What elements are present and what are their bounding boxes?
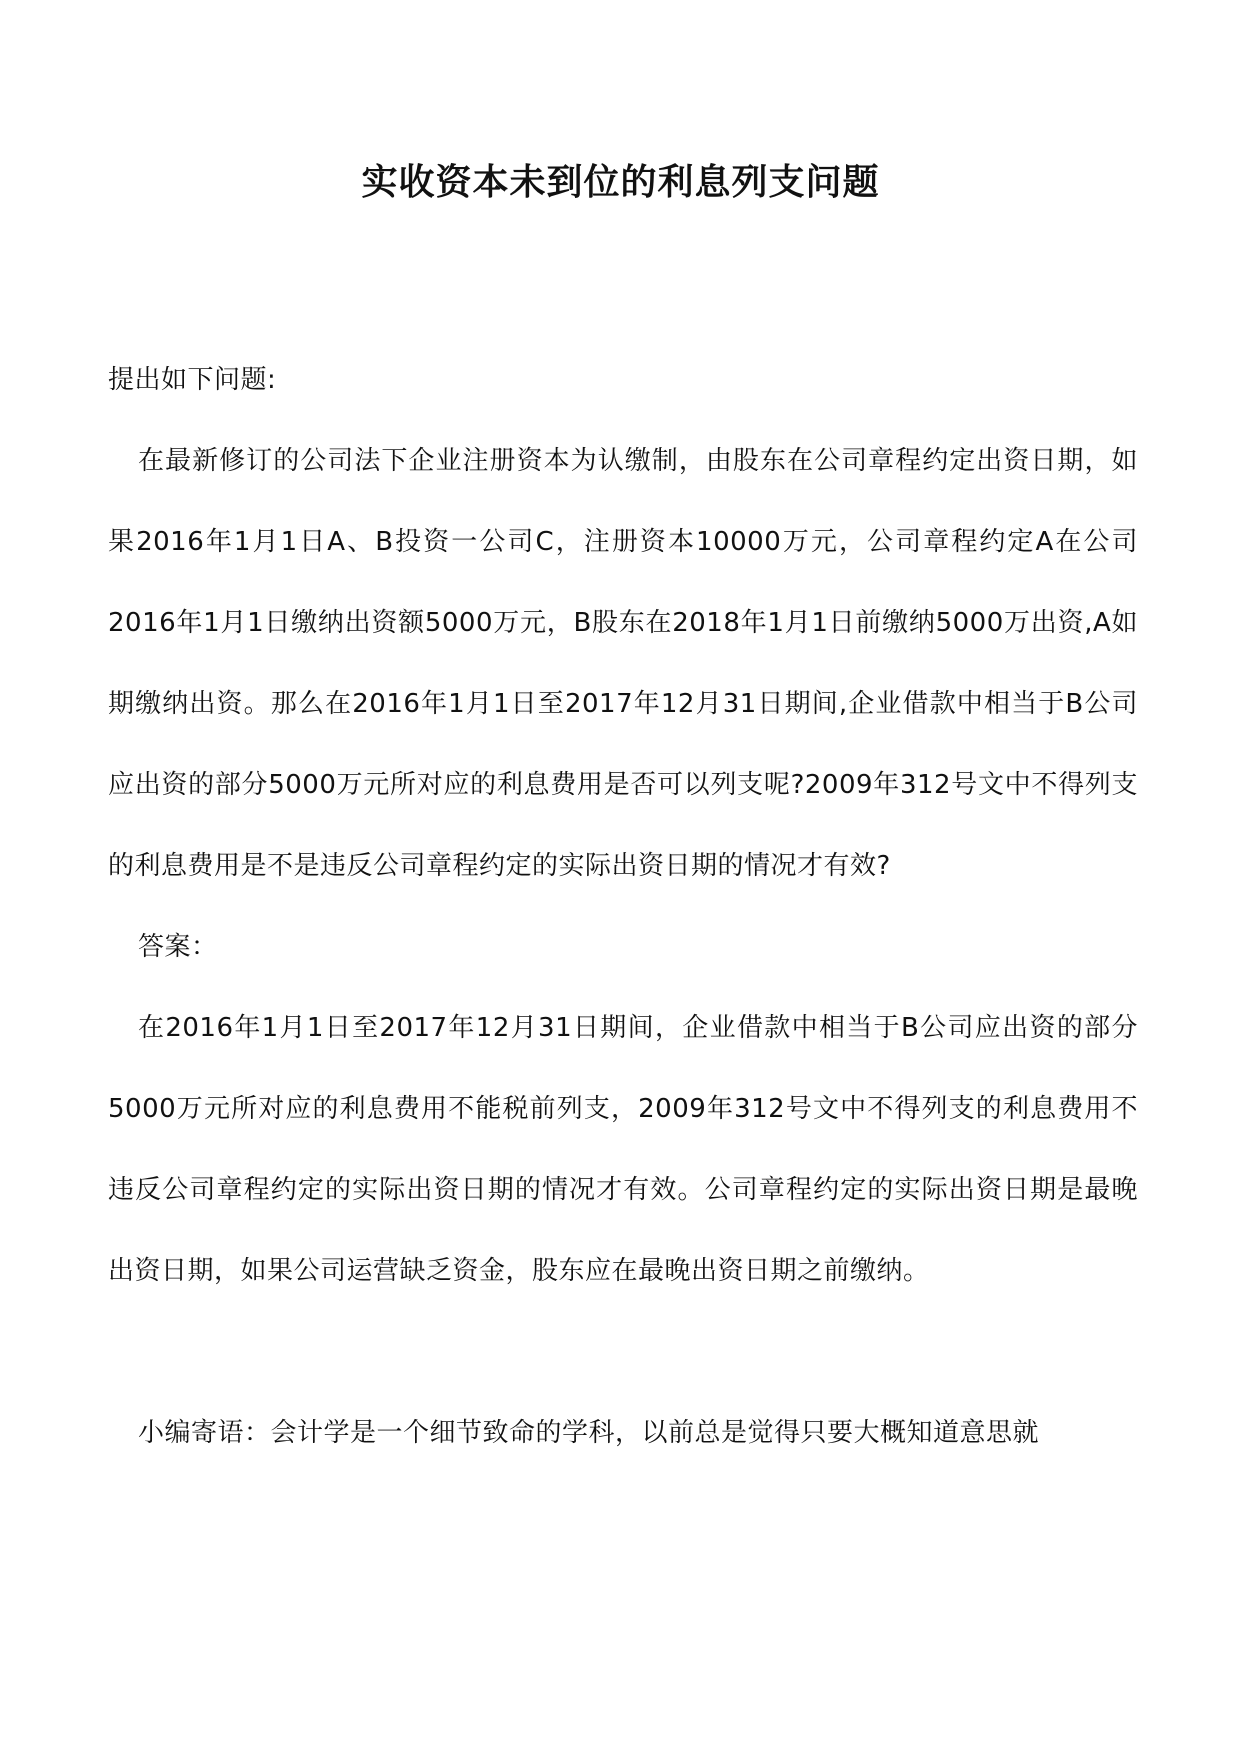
page-title: 实收资本未到位的利息列支问题	[361, 161, 880, 203]
answer-label: 答案：	[138, 932, 218, 962]
question-intro: 提出如下问题:	[108, 365, 277, 395]
answer-paragraph: 在2016年1月1日至2017年12月31日期间，企业借款中相当于B公司应出资的部分5000万元所对应的利息费用不能税前列支，2009年312号文中不得列支的利息费用不违反公司章程约定的实际出资日期的情况才有效。公司章程约定的实际出资日期是最晚出资日期，如果公司运营缺乏资金，股东应在最晚出资日期之前缴纳。	[108, 1013, 1138, 1286]
editor-note: 小编寄语：会计学是一个细节致命的学科，以前总是觉得只要大概知道意思就	[138, 1418, 1040, 1448]
paragraph-gap	[108, 1312, 1138, 1393]
question-paragraph: 在最新修订的公司法下企业注册资本为认缴制，由股东在公司章程约定出资日期，如果2016年1月1日A、B投资一公司C，注册资本10000万元，公司章程约定A在公司2016年1月1日缴纳出资额5000万元，B股东在2018年1月1日前缴纳5000万出资,A如期缴纳出资。那么在2016年1月1日至2017年12月31日期间,企业借款中相当于B公司应出资的部分5000万元所对应的利息费用是否可以列支呢?2009年312号文中不得列支的利息费用是不是违反公司章程约定的实际出资日期的情况才有效?	[108, 446, 1138, 881]
document-body	[108, 340, 1138, 1474]
